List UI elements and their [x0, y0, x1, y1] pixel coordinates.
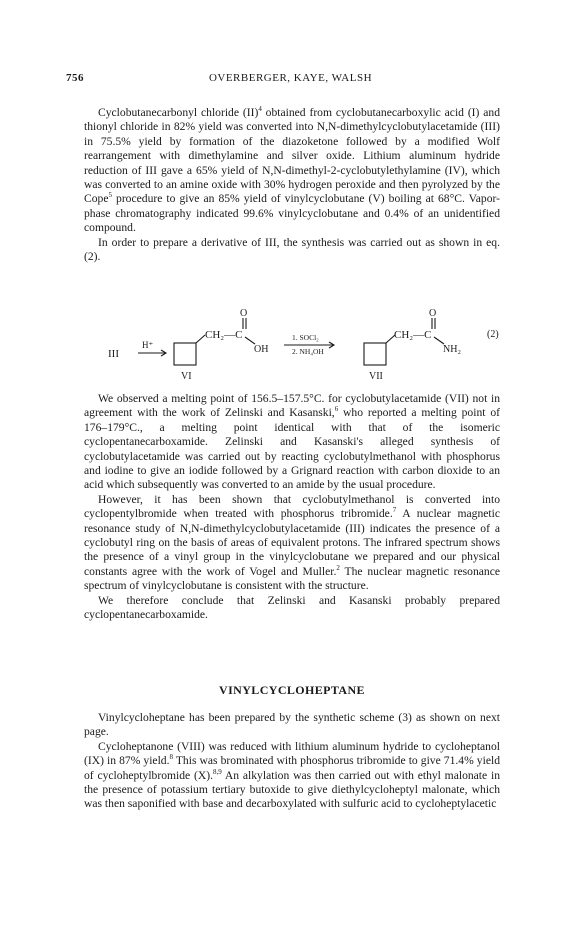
page-header — [66, 72, 515, 90]
page-number: 756 — [66, 72, 84, 84]
chain-label-right: CH₂—C — [394, 329, 432, 341]
paragraph-derivative-intro: In order to prepare a derivative of III, the synthesis was carried out as shown in eq. (2). — [84, 235, 500, 264]
paragraph-cyclobutane-synthesis: Cyclobutanecarbonyl chloride (II)$^4$ obtained from cyclobutanecarboxylic acid (I) and thionyl chloride in 82% yield was converted into N,N-dimethylcyclobutylacetamide (III) in 75.5% yield by formation of the diazoketone followed by a modified Wolf rearrangement with dimethylamine and silver oxide. Lithium aluminum hydride reduction of III gave a 65% yield of N,N-dimethyl-2-cyclobutylethylamine (IV), which was converted to an amine oxide with 30% hydrogen peroxide and then pyrolyzed by the Cope$^5$ procedure to give an 85% yield of vinylcyclobutane (V) boiling at 68°C. Vapor-phase chromatography indicated 99.6% vinylcyclobutane and 0.4% of an unidentified compound. — [84, 105, 500, 235]
footnote-ref: 8,9 — [213, 767, 222, 776]
running-head: OVERBERGER, KAYE, WALSH — [208, 72, 373, 84]
hydroxyl-label: OH — [254, 344, 269, 355]
bond-ring-to-ch2-left — [196, 335, 205, 343]
amine-label: NH₂ — [443, 344, 461, 355]
cyclobutane-ring-left — [174, 343, 196, 365]
footnote-ref: 8 — [169, 753, 173, 762]
reagent-step-1: 1. SOCl₂ — [292, 333, 319, 342]
footnote-ref: 4 — [258, 105, 262, 114]
section-heading: VINYLCYCLOHEPTANE — [219, 683, 365, 697]
footnote-ref: 5 — [108, 191, 112, 200]
paragraph-nmr-study: However, it has been shown that cyclobutylmethanol is converted into cyclopentylbromide when treated with phosphorus tribromide.$^7$ A nuclear magnetic resonance study of N,N-dimethylcyclobutylacetamide (III) indicates the presence of a cyclobutyl ring on the basis of areas of equivalent protons. The infrared spectrum shows the presence of a vinyl group in the vinylcyclobutane we prepared and our physical constants agree with the work of Vogel and Muller.$^2$ The nuclear magnetic resonance spectrum of vinylcyclobutane is consistent with the structure. — [84, 492, 500, 593]
paragraph-melting-point: We observed a melting point of 156.5–157.5°C. for cyclobutylacetamide (VII) not in agreement with the work of Zelinski and Kasanski,$^6$ who reported a melting point of 176–179°C., a melting point identical with that of the isomeric cyclopentanecarboxamide. Zelinski and Kasanski's alleged synthesis of cyclobutylacetamide was carried out by reacting cyclobutylmethanol with phosphorus and iodine to give an iodide followed by a Grignard reaction with carbon dioxide to an acid which subsequently was converted to an amide by the usual procedure. — [84, 392, 500, 492]
carbonyl-oxygen-right: O — [429, 308, 437, 319]
equation-number: (2) — [487, 329, 499, 340]
carbonyl-oxygen-left: O — [240, 308, 248, 319]
paragraph-cycloheptanone-reduction: Cycloheptanone (VIII) was reduced with lithium aluminum hydride to cycloheptanol (IX) in 87% yield.$^8$ This was brominated with phosphorus tribromide to give 71.4% yield of cycloheptylbromide (X).$^{8,9}$ An alkylation was then carried out with ethyl malonate in the presence of potassium tertiary butoxide to give diethylcycloheptyl malonate, which was then saponified with base and decarboxylated with sulfuric acid to cycloheptylacetic — [84, 739, 501, 811]
compound-vi-label: VI — [181, 371, 192, 382]
reaction-scheme-eq2 — [108, 306, 518, 388]
footnote-ref: 6 — [334, 405, 339, 414]
acid-catalyst-label: H⁺ — [142, 340, 154, 350]
footnote-ref: 2 — [336, 564, 340, 573]
bond-c-oh — [245, 337, 255, 344]
body-text-middle — [84, 392, 500, 623]
compound-vii-label: VII — [369, 371, 383, 382]
compound-iii-label: III — [108, 348, 119, 360]
paragraph-vinylcycloheptane-intro: Vinylcycloheptane has been prepared by the synthetic scheme (3) as shown on next page. — [84, 711, 500, 739]
reagent-step-2: 2. NH₄OH — [292, 347, 324, 356]
chain-label-left: CH₂—C — [205, 329, 243, 341]
paragraph-conclusion: We therefore conclude that Zelinski and Kasanski probably prepared cyclopentanecarboxamide. — [84, 593, 500, 622]
footnote-ref: 7 — [392, 506, 397, 515]
body-text-top — [84, 106, 500, 264]
bond-c-nh2 — [434, 337, 444, 344]
body-text-bottom — [84, 711, 500, 812]
cyclobutane-ring-right — [364, 343, 386, 365]
reaction-scheme-drawing — [108, 306, 518, 388]
